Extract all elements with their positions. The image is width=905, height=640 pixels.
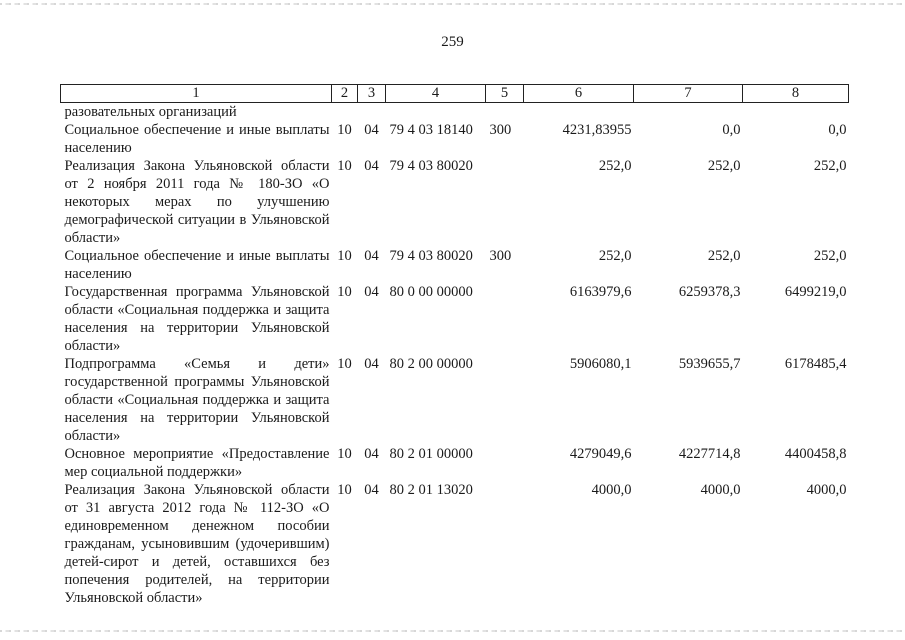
table-row bbox=[61, 121, 849, 157]
budget-table bbox=[60, 84, 849, 607]
row-amount-col6: 252,0 bbox=[598, 158, 632, 174]
row-amount-col7: 0,0 bbox=[722, 122, 741, 138]
row-razdel: 10 bbox=[337, 248, 352, 264]
row-expense-type bbox=[486, 445, 524, 481]
row-expense-type: 300 bbox=[489, 122, 512, 138]
scan-edge-bottom bbox=[0, 630, 905, 632]
column-header: 2 bbox=[332, 85, 358, 103]
table-row bbox=[61, 481, 849, 607]
row-description: Социальное обеспечение и иные выплаты населению bbox=[64, 122, 330, 156]
row-description: разовательных организаций bbox=[64, 104, 237, 120]
row-expense-type bbox=[486, 481, 524, 607]
row-amount-col6 bbox=[524, 103, 634, 122]
row-amount-col8: 0,0 bbox=[828, 122, 847, 138]
row-target-code: 80 2 00 00000 bbox=[389, 356, 473, 372]
row-razdel: 10 bbox=[337, 284, 352, 300]
table-body bbox=[61, 85, 849, 608]
column-numbers-row bbox=[61, 85, 849, 103]
row-amount-col6: 252,0 bbox=[598, 248, 632, 264]
column-header: 7 bbox=[634, 85, 743, 103]
row-razdel bbox=[332, 103, 358, 122]
row-amount-col6: 4279049,6 bbox=[569, 446, 632, 462]
row-target-code: 79 4 03 80020 bbox=[389, 158, 473, 174]
row-description: Реализация Закона Ульяновской области от 31 августа 2012 года № 112-ЗО «О единовременном денежном пособии гражданам, усыновившим (удочерившим) детей-сирот и детей, оставшихся без попечения родителей, на территории Ульяновской области» bbox=[64, 482, 330, 606]
column-header: 3 bbox=[358, 85, 386, 103]
row-amount-col7: 4227714,8 bbox=[678, 446, 741, 462]
row-target-code: 79 4 03 18140 bbox=[389, 122, 473, 138]
scan-edge-top bbox=[0, 3, 905, 5]
row-razdel: 10 bbox=[337, 158, 352, 174]
row-amount-col8: 4400458,8 bbox=[784, 446, 847, 462]
column-header: 6 bbox=[524, 85, 634, 103]
row-expense-type: 300 bbox=[489, 248, 512, 264]
row-amount-col6: 4000,0 bbox=[591, 482, 632, 498]
row-expense-type bbox=[486, 355, 524, 445]
column-header: 4 bbox=[386, 85, 486, 103]
row-description: Реализация Закона Ульяновской области от 2 ноября 2011 года № 180-ЗО «О некоторых мерах по улучшению демографической ситуации в Ульяновской области» bbox=[64, 158, 330, 246]
row-expense-type bbox=[486, 283, 524, 355]
row-amount-col6: 6163979,6 bbox=[569, 284, 632, 300]
row-razdel: 10 bbox=[337, 356, 352, 372]
row-podrazdel bbox=[358, 103, 386, 122]
table-row bbox=[61, 247, 849, 283]
row-target-code: 79 4 03 80020 bbox=[389, 248, 473, 264]
row-target-code: 80 2 01 13020 bbox=[389, 482, 473, 498]
row-podrazdel: 04 bbox=[364, 248, 379, 264]
row-podrazdel: 04 bbox=[364, 482, 379, 498]
row-amount-col7: 6259378,3 bbox=[678, 284, 741, 300]
column-header: 8 bbox=[743, 85, 849, 103]
row-podrazdel: 04 bbox=[364, 356, 379, 372]
row-podrazdel: 04 bbox=[364, 446, 379, 462]
row-expense-type bbox=[486, 103, 524, 122]
row-podrazdel: 04 bbox=[364, 122, 379, 138]
row-amount-col7 bbox=[634, 103, 743, 122]
row-amount-col8: 6499219,0 bbox=[784, 284, 847, 300]
row-amount-col8: 252,0 bbox=[813, 158, 847, 174]
row-podrazdel: 04 bbox=[364, 158, 379, 174]
row-target-code: 80 2 01 00000 bbox=[389, 446, 473, 462]
row-description: Социальное обеспечение и иные выплаты населению bbox=[64, 248, 330, 282]
column-header: 1 bbox=[61, 85, 332, 103]
row-amount-col7: 5939655,7 bbox=[678, 356, 741, 372]
row-amount-col6: 4231,83955 bbox=[562, 122, 632, 138]
row-amount-col8: 4000,0 bbox=[806, 482, 847, 498]
table-row bbox=[61, 103, 849, 122]
row-description: Государственная программа Ульяновской области «Социальная поддержка и защита населения на территории Ульяновской области» bbox=[64, 284, 330, 354]
table-row bbox=[61, 283, 849, 355]
table-row bbox=[61, 445, 849, 481]
row-amount-col6: 5906080,1 bbox=[569, 356, 632, 372]
table-row bbox=[61, 157, 849, 247]
row-razdel: 10 bbox=[337, 446, 352, 462]
row-razdel: 10 bbox=[337, 482, 352, 498]
row-amount-col7: 252,0 bbox=[707, 248, 741, 264]
page-number: 259 bbox=[441, 34, 464, 50]
row-amount-col8 bbox=[743, 103, 849, 122]
row-description: Подпрограмма «Семья и дети» государственной программы Ульяновской области «Социальная поддержка и защита населения на территории Ульяновской области» bbox=[64, 356, 330, 444]
row-expense-type bbox=[486, 157, 524, 247]
row-target-code bbox=[386, 103, 486, 122]
row-razdel: 10 bbox=[337, 122, 352, 138]
row-amount-col8: 6178485,4 bbox=[784, 356, 847, 372]
table-row bbox=[61, 355, 849, 445]
row-amount-col8: 252,0 bbox=[813, 248, 847, 264]
column-header: 5 bbox=[486, 85, 524, 103]
row-amount-col7: 4000,0 bbox=[700, 482, 741, 498]
row-podrazdel: 04 bbox=[364, 284, 379, 300]
row-description: Основное мероприятие «Предоставление мер социальной поддержки» bbox=[64, 446, 330, 480]
row-target-code: 80 0 00 00000 bbox=[389, 284, 473, 300]
row-amount-col7: 252,0 bbox=[707, 158, 741, 174]
